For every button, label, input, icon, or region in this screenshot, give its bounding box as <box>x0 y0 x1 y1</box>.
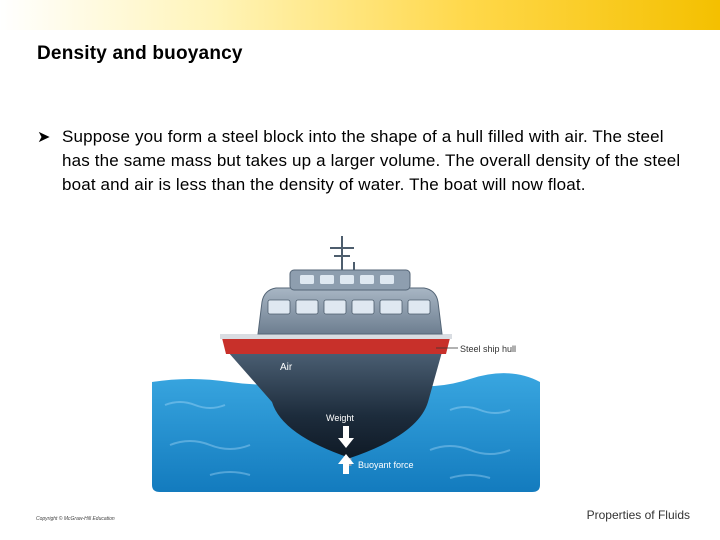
header-gradient-band <box>0 0 720 30</box>
copyright-notice: Copyright © McGraw-Hill Education <box>36 516 115 522</box>
mast <box>330 236 354 270</box>
label-air: Air <box>280 362 293 373</box>
slide-title: Density and buoyancy <box>37 43 243 64</box>
bullet-item <box>37 125 687 197</box>
label-weight: Weight <box>326 413 354 423</box>
arrow-bullet-icon: ➤ <box>37 129 51 146</box>
bullet-text: Suppose you form a steel block into the shape of a hull filled with air. The steel has the same mass but takes up a larger volume. The overall density of the steel boat and air is less than the density of water. The boat will now float. <box>62 127 681 194</box>
label-buoyant-force: Buoyant force <box>358 460 414 470</box>
hull-band <box>222 338 450 354</box>
footer-topic: Properties of Fluids <box>586 508 690 522</box>
deck-rail <box>220 334 452 339</box>
label-steel-ship-hull: Steel ship hull <box>460 344 517 354</box>
boat-buoyancy-figure <box>150 230 550 495</box>
